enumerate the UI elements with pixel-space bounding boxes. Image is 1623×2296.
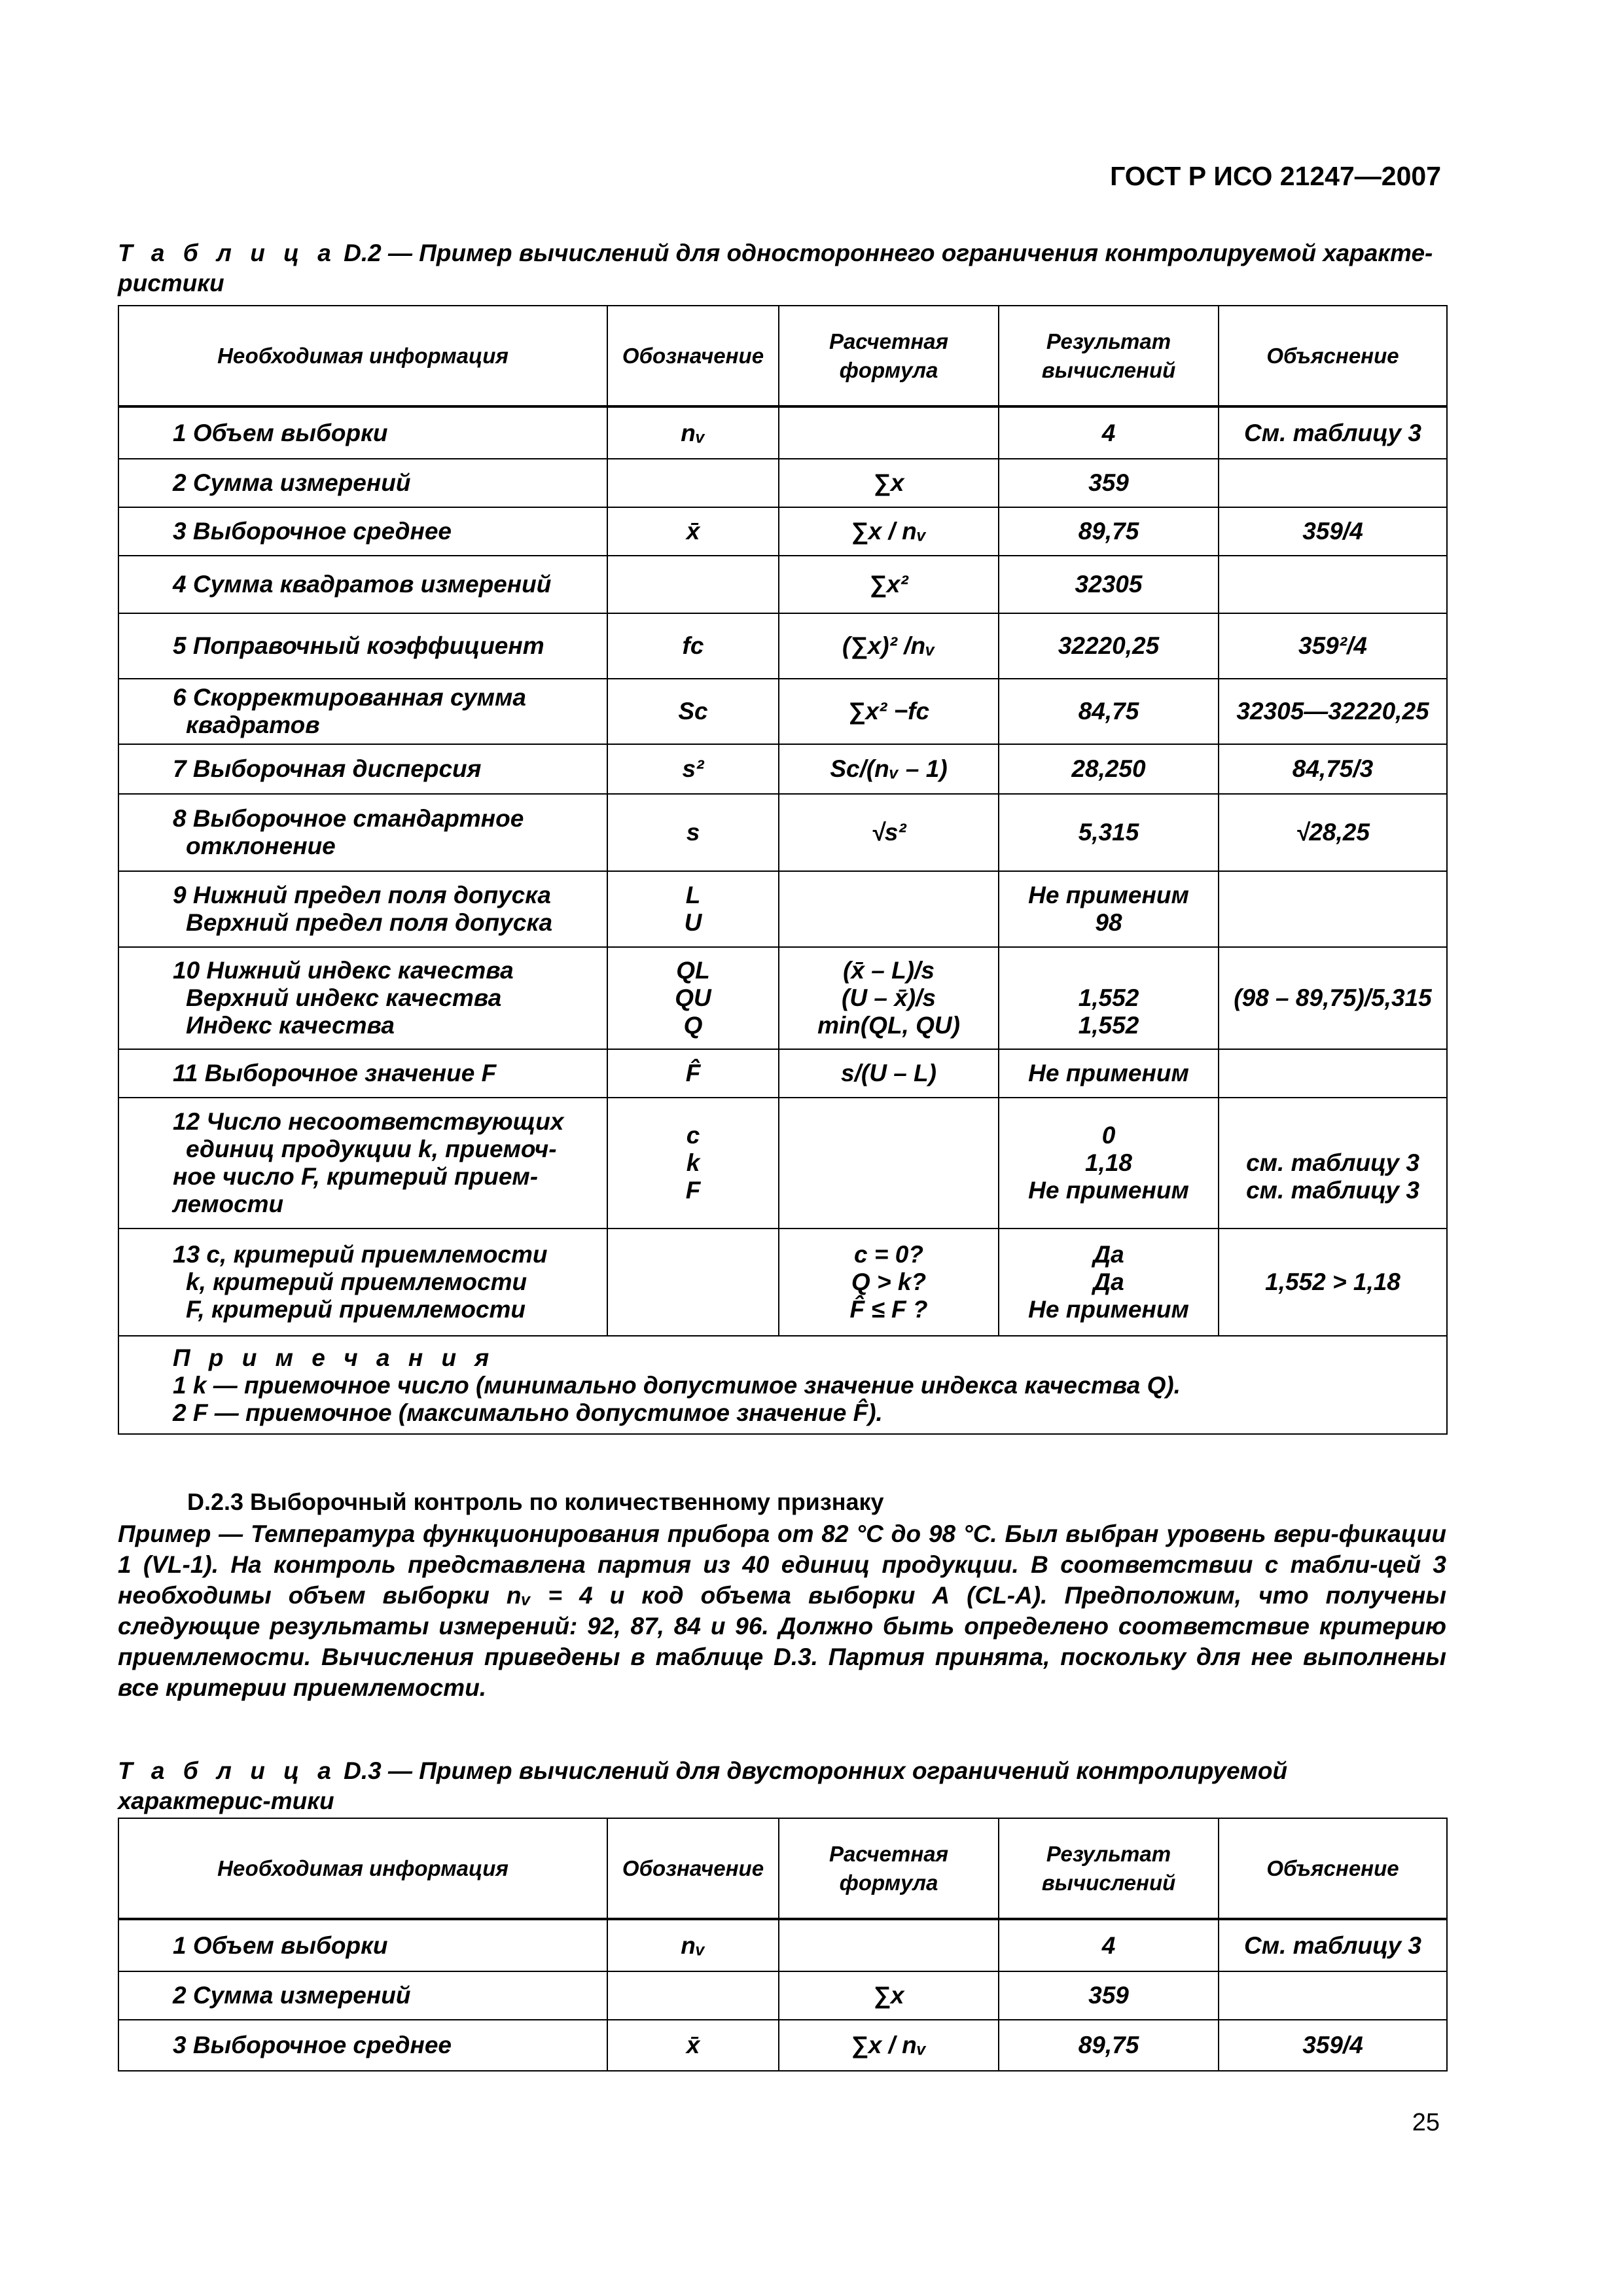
cell-line: c: [686, 1122, 700, 1149]
cell-symbol: [607, 871, 779, 947]
notes-title: П р и м е ч а н и я: [173, 1344, 495, 1371]
cell-result: 359: [999, 459, 1219, 507]
cell-info: 3 Выборочное среднее: [118, 2020, 607, 2071]
cell-result: 89,75: [999, 507, 1219, 556]
cell-info: [118, 871, 607, 947]
cell-explain: 359²/4: [1219, 613, 1447, 679]
col-header-formula: Расчетная формула: [779, 1818, 999, 1919]
cell-symbol: [607, 556, 779, 613]
table-row: [118, 507, 1447, 556]
table-row: [118, 1229, 1447, 1336]
cell-info: 2 Сумма измерений: [118, 1971, 607, 2020]
cell-symbol: s²: [607, 744, 779, 794]
cell-info: 1 Объем выборки: [118, 1919, 607, 1971]
cell-line: c = 0?: [854, 1241, 923, 1268]
table-row: [118, 613, 1447, 679]
cell-line: отклонение: [186, 833, 336, 859]
cell-line: F̂ ≤ F ?: [849, 1296, 928, 1323]
col-header-symbol: Обозначение: [607, 306, 779, 406]
table-row: [118, 1098, 1447, 1229]
cell-formula: ∑x / nᵥ: [779, 507, 999, 556]
caption-text: D.3 — Пример вычислений для двусторонних ограничений контролируемой характерис-тики: [118, 1757, 1288, 1814]
cell-line: Не применим: [1028, 882, 1189, 908]
cell-formula: Sc/(nᵥ – 1): [779, 744, 999, 794]
cell-formula: ∑x: [779, 459, 999, 507]
cell-symbol: [607, 947, 779, 1049]
cell-explain: См. таблицу 3: [1219, 406, 1447, 459]
col-header-explain: Объяснение: [1219, 1818, 1447, 1919]
table-row: [118, 1919, 1447, 1971]
cell-line: (U – x̄)/s: [842, 984, 936, 1011]
cell-line: единиц продукции k, приемоч-: [186, 1136, 557, 1162]
cell-line: ное число F, критерий прием-: [173, 1163, 539, 1190]
cell-symbol: Sc: [607, 679, 779, 744]
cell-line: (x̄ – L)/s: [843, 957, 935, 984]
cell-line: 1,18: [1084, 1149, 1132, 1176]
col-header-result: Результат вычислений: [999, 306, 1219, 406]
cell-line: QL: [676, 957, 710, 984]
cell-explain: [1219, 556, 1447, 613]
header-row: [118, 306, 1447, 406]
cell-line: 6 Скорректированная сумма: [173, 684, 526, 711]
caption-label: Т а б л и ц а: [118, 1757, 337, 1784]
cell-explain: [1219, 1098, 1447, 1229]
cell-explain: См. таблицу 3: [1219, 1919, 1447, 1971]
cell-line: Да: [1093, 1268, 1124, 1295]
cell-symbol: [607, 1229, 779, 1336]
cell-line: min(QL, QU): [817, 1012, 960, 1039]
cell-line: 98: [1095, 909, 1122, 936]
cell-info: 1 Объем выборки: [118, 406, 607, 459]
cell-line: 9 Нижний предел поля допуска: [173, 882, 551, 908]
table-row: [118, 1049, 1447, 1098]
cell-symbol: fc: [607, 613, 779, 679]
cell-formula: [779, 871, 999, 947]
cell-symbol: [607, 1971, 779, 2020]
table-row: [118, 679, 1447, 744]
cell-result: Не применим: [999, 1049, 1219, 1098]
table-row: [118, 556, 1447, 613]
cell-formula: [779, 1919, 999, 1971]
cell-symbol: x̄: [607, 507, 779, 556]
cell-info: [118, 1098, 607, 1229]
cell-line: см. таблицу 3: [1246, 1177, 1419, 1204]
cell-info: 5 Поправочный коэффициент: [118, 613, 607, 679]
cell-line: см. таблицу 3: [1246, 1149, 1419, 1176]
cell-symbol: [607, 1098, 779, 1229]
cell-info: [118, 947, 607, 1049]
cell-symbol: x̄: [607, 2020, 779, 2071]
cell-symbol: [607, 459, 779, 507]
cell-symbol: s: [607, 794, 779, 871]
cell-info: [118, 1229, 607, 1336]
cell-line: k: [686, 1149, 700, 1176]
cell-formula: ∑x²: [779, 556, 999, 613]
cell-info: 2 Сумма измерений: [118, 459, 607, 507]
cell-symbol: nᵥ: [607, 406, 779, 459]
col-header-result: Результат вычислений: [999, 1818, 1219, 1919]
table-row: [118, 744, 1447, 794]
cell-line: Да: [1093, 1241, 1124, 1268]
cell-line: QU: [675, 984, 711, 1011]
note-item: 2 F — приемочное (максимально допустимое значение F̂).: [173, 1399, 883, 1426]
cell-line: k, критерий приемлемости: [186, 1268, 527, 1295]
cell-formula: [779, 406, 999, 459]
caption-text: D.2 — Пример вычислений для одностороннего ограничения контролируемой характе-ристики: [118, 240, 1433, 296]
section-heading: D.2.3 Выборочный контроль по количественному признаку: [187, 1488, 884, 1515]
cell-formula: ∑x / nᵥ: [779, 2020, 999, 2071]
table-d2-caption: [118, 238, 1446, 298]
cell-formula: (∑x)² /nᵥ: [779, 613, 999, 679]
cell-explain: √28,25: [1219, 794, 1447, 871]
notes-cell: [118, 1336, 1447, 1434]
header-row: [118, 1818, 1447, 1919]
cell-line: [999, 957, 1218, 984]
cell-line: 12 Число несоответствующих: [173, 1108, 564, 1135]
cell-line: 8 Выборочное стандартное: [173, 805, 524, 832]
cell-result: 4: [999, 406, 1219, 459]
col-header-formula: Расчетная формула: [779, 306, 999, 406]
cell-line: квадратов: [186, 711, 320, 738]
table-d3: [118, 1818, 1448, 2072]
cell-result: 4: [999, 1919, 1219, 1971]
cell-formula: √s²: [779, 794, 999, 871]
example-paragraph: Пример — Температура функционирования прибора от 82 °С до 98 °С. Был выбран уровень вери-фикации 1 (VL-1). На контроль представлена партия из 40 единиц продукции. В соответствии с табли-цей 3 необходимы объем выборки nᵥ = 4 и код объема выборки А (CL-A). Предположим, что получены следующие результаты измерений: 92, 87, 84 и 96. Должно быть определено соответствие критерию приемлемости. Вычисления приведены в таблице D.3. Партия принята, поскольку для нее выполнены все критерии приемлемости.: [118, 1520, 1446, 1701]
cell-line: F: [685, 1177, 701, 1204]
cell-line: Не применим: [1028, 1177, 1189, 1204]
cell-symbol: nᵥ: [607, 1919, 779, 1971]
cell-formula: ∑x² −fc: [779, 679, 999, 744]
cell-line: 1,552: [1078, 1012, 1139, 1039]
cell-line: L: [685, 882, 701, 908]
cell-line: Индекс качества: [186, 1012, 395, 1039]
cell-result: [999, 871, 1219, 947]
cell-explain: 32305—32220,25: [1219, 679, 1447, 744]
cell-explain: 84,75/3: [1219, 744, 1447, 794]
cell-result: 359: [999, 1971, 1219, 2020]
cell-line: Q > k?: [851, 1268, 927, 1295]
cell-line: Верхний предел поля допуска: [186, 909, 553, 936]
cell-line: Q: [683, 1012, 703, 1039]
table-row: [118, 794, 1447, 871]
cell-result: 84,75: [999, 679, 1219, 744]
cell-line: 0: [1101, 1122, 1116, 1149]
note-item: 1 k — приемочное число (минимально допустимое значение индекса качества Q).: [173, 1372, 1181, 1399]
cell-explain: [1219, 1049, 1447, 1098]
cell-info: 7 Выборочная дисперсия: [118, 744, 607, 794]
col-header-explain: Объяснение: [1219, 306, 1447, 406]
cell-explain: [1219, 1971, 1447, 2020]
cell-info: [118, 794, 607, 871]
cell-symbol: F̂: [607, 1049, 779, 1098]
cell-formula: ∑x: [779, 1971, 999, 2020]
col-header-info: Необходимая информация: [118, 1818, 607, 1919]
cell-formula: [779, 1098, 999, 1229]
cell-explain: [1219, 459, 1447, 507]
page-number: 25: [1412, 2109, 1440, 2136]
cell-result: [999, 947, 1219, 1049]
table-row: [118, 2020, 1447, 2071]
cell-result: 89,75: [999, 2020, 1219, 2071]
cell-result: [999, 1098, 1219, 1229]
cell-explain: 1,552 > 1,18: [1219, 1229, 1447, 1336]
table-row: [118, 947, 1447, 1049]
cell-info: [118, 679, 607, 744]
cell-result: 5,315: [999, 794, 1219, 871]
cell-formula: [779, 947, 999, 1049]
table-row: [118, 1971, 1447, 2020]
cell-line: Не применим: [1028, 1296, 1189, 1323]
cell-formula: s/(U – L): [779, 1049, 999, 1098]
cell-line: [1219, 1122, 1446, 1149]
cell-info: 3 Выборочное среднее: [118, 507, 607, 556]
cell-line: 1,552: [1078, 984, 1139, 1011]
cell-line: Верхний индекс качества: [186, 984, 502, 1011]
cell-line: F, критерий приемлемости: [186, 1296, 526, 1323]
cell-result: 32305: [999, 556, 1219, 613]
col-header-symbol: Обозначение: [607, 1818, 779, 1919]
cell-info: 4 Сумма квадратов измерений: [118, 556, 607, 613]
cell-line: 13 c, критерий приемлемости: [173, 1241, 548, 1268]
table-row: [118, 406, 1447, 459]
cell-explain: [1219, 871, 1447, 947]
caption-label: Т а б л и ц а: [118, 240, 337, 266]
cell-result: 28,250: [999, 744, 1219, 794]
cell-result: 32220,25: [999, 613, 1219, 679]
cell-explain: (98 – 89,75)/5,315: [1219, 947, 1447, 1049]
table-d2: [118, 305, 1448, 1435]
col-header-info: Необходимая информация: [118, 306, 607, 406]
cell-line: лемости: [173, 1191, 284, 1217]
table-row: [118, 871, 1447, 947]
cell-line: 10 Нижний индекс качества: [173, 957, 514, 984]
cell-info: 11 Выборочное значение F: [118, 1049, 607, 1098]
cell-explain: 359/4: [1219, 507, 1447, 556]
document-number: ГОСТ Р ИСО 21247—2007: [1110, 161, 1441, 191]
table-row: [118, 459, 1447, 507]
cell-formula: [779, 1229, 999, 1336]
cell-line: U: [684, 909, 702, 936]
cell-result: [999, 1229, 1219, 1336]
table-d3-caption: [118, 1756, 1446, 1816]
notes-row: [118, 1336, 1447, 1434]
cell-explain: 359/4: [1219, 2020, 1447, 2071]
